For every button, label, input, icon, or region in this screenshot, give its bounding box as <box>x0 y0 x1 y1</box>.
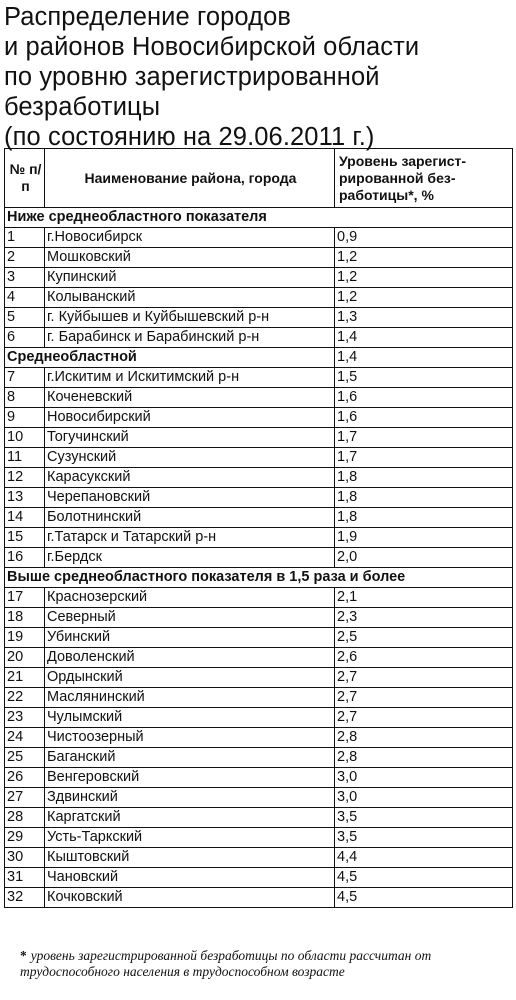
row-number: 18 <box>5 608 45 628</box>
district-name: Кочковский <box>45 888 335 908</box>
unemployment-level: 4,5 <box>335 868 513 888</box>
row-number: 14 <box>5 508 45 528</box>
unemployment-level: 2,7 <box>335 668 513 688</box>
row-number: 10 <box>5 428 45 448</box>
table-row <box>5 788 513 808</box>
row-number: 12 <box>5 468 45 488</box>
row-number: 22 <box>5 688 45 708</box>
table-row <box>5 428 513 448</box>
district-name: Кыштовский <box>45 848 335 868</box>
district-name: Ордынский <box>45 668 335 688</box>
unemployment-level: 1,6 <box>335 408 513 428</box>
page-title <box>4 2 514 152</box>
row-number: 21 <box>5 668 45 688</box>
district-name: Усть-Таркский <box>45 828 335 848</box>
district-name: г.Новосибирск <box>45 228 335 248</box>
district-name: Каргатский <box>45 808 335 828</box>
row-number: 16 <box>5 548 45 568</box>
district-name: г.Бердск <box>45 548 335 568</box>
district-name: г. Куйбышев и Куйбышевский р-н <box>45 308 335 328</box>
section-label: Среднеобластной <box>5 348 335 368</box>
unemployment-level: 2,0 <box>335 548 513 568</box>
district-name: Новосибирский <box>45 408 335 428</box>
row-number: 28 <box>5 808 45 828</box>
section-label: Выше среднеобластного показателя в 1,5 раза и более <box>5 568 513 588</box>
table-row <box>5 248 513 268</box>
row-number: 7 <box>5 368 45 388</box>
unemployment-table <box>4 148 513 908</box>
section-row <box>5 208 513 228</box>
title-line: Распределение городов <box>4 3 292 31</box>
table-row <box>5 888 513 908</box>
title-line: (по состоянию на 29.06.2011 г.) <box>4 123 375 151</box>
table-row <box>5 228 513 248</box>
district-name: г. Барабинск и Барабинский р-н <box>45 328 335 348</box>
table-row <box>5 868 513 888</box>
row-number: 13 <box>5 488 45 508</box>
footnote-text: уровень зарегистрированной безработицы по области рассчитан от трудоспособного населения в трудоспособном возрасте <box>20 948 432 979</box>
table-row <box>5 508 513 528</box>
section-value: 1,4 <box>335 348 513 368</box>
district-name: Болотнинский <box>45 508 335 528</box>
unemployment-level: 4,4 <box>335 848 513 868</box>
district-name: Доволенский <box>45 648 335 668</box>
row-number: 19 <box>5 628 45 648</box>
row-number: 31 <box>5 868 45 888</box>
unemployment-level: 2,8 <box>335 728 513 748</box>
unemployment-level: 1,2 <box>335 248 513 268</box>
row-number: 3 <box>5 268 45 288</box>
unemployment-level: 2,3 <box>335 608 513 628</box>
row-number: 2 <box>5 248 45 268</box>
unemployment-level: 3,5 <box>335 808 513 828</box>
footnote-marker: * <box>20 948 27 963</box>
table-header-row <box>5 149 513 208</box>
section-row <box>5 348 513 368</box>
district-name: Венгеровский <box>45 768 335 788</box>
row-number: 27 <box>5 788 45 808</box>
district-name: Коченевский <box>45 388 335 408</box>
district-name: Чановский <box>45 868 335 888</box>
table-row <box>5 268 513 288</box>
row-number: 23 <box>5 708 45 728</box>
unemployment-level: 3,0 <box>335 768 513 788</box>
title-line: и районов Новосибирской области <box>4 33 420 61</box>
district-name: Убинский <box>45 628 335 648</box>
table-row <box>5 808 513 828</box>
district-name: Купинский <box>45 268 335 288</box>
header-level: Уровень зарегист-рированной без-работицы*, % <box>335 149 513 208</box>
row-number: 5 <box>5 308 45 328</box>
unemployment-level: 1,2 <box>335 268 513 288</box>
unemployment-level: 2,5 <box>335 628 513 648</box>
title-line: безработицы <box>4 93 161 121</box>
table-row <box>5 328 513 348</box>
header-name: Наименование района, города <box>45 149 335 208</box>
table-row <box>5 668 513 688</box>
table-row <box>5 368 513 388</box>
row-number: 24 <box>5 728 45 748</box>
table-row <box>5 848 513 868</box>
unemployment-level: 1,4 <box>335 328 513 348</box>
table-row <box>5 288 513 308</box>
header-num: № п/п <box>5 149 45 208</box>
unemployment-level: 1,8 <box>335 488 513 508</box>
section-label: Ниже среднеобластного показателя <box>5 208 513 228</box>
unemployment-level: 2,7 <box>335 708 513 728</box>
unemployment-level: 1,5 <box>335 368 513 388</box>
table-row <box>5 408 513 428</box>
row-number: 1 <box>5 228 45 248</box>
district-name: Тогучинский <box>45 428 335 448</box>
table-row <box>5 688 513 708</box>
district-name: Северный <box>45 608 335 628</box>
unemployment-level: 1,2 <box>335 288 513 308</box>
district-name: г.Искитим и Искитимский р-н <box>45 368 335 388</box>
district-name: г.Татарск и Татарский р-н <box>45 528 335 548</box>
unemployment-level: 4,5 <box>335 888 513 908</box>
row-number: 8 <box>5 388 45 408</box>
table-row <box>5 588 513 608</box>
unemployment-level: 2,7 <box>335 688 513 708</box>
unemployment-level: 2,6 <box>335 648 513 668</box>
district-name: Маслянинский <box>45 688 335 708</box>
section-row <box>5 568 513 588</box>
district-name: Карасукский <box>45 468 335 488</box>
row-number: 11 <box>5 448 45 468</box>
unemployment-level: 1,7 <box>335 428 513 448</box>
unemployment-level: 3,5 <box>335 828 513 848</box>
unemployment-level: 2,8 <box>335 748 513 768</box>
row-number: 17 <box>5 588 45 608</box>
row-number: 26 <box>5 768 45 788</box>
table-row <box>5 548 513 568</box>
unemployment-level: 2,1 <box>335 588 513 608</box>
unemployment-level: 3,0 <box>335 788 513 808</box>
table-row <box>5 748 513 768</box>
row-number: 25 <box>5 748 45 768</box>
table-row <box>5 388 513 408</box>
table-body <box>5 208 513 908</box>
footnote <box>20 948 514 980</box>
table-row <box>5 628 513 648</box>
row-number: 32 <box>5 888 45 908</box>
row-number: 9 <box>5 408 45 428</box>
table-row <box>5 488 513 508</box>
row-number: 4 <box>5 288 45 308</box>
row-number: 29 <box>5 828 45 848</box>
table-row <box>5 468 513 488</box>
row-number: 15 <box>5 528 45 548</box>
unemployment-level: 1,8 <box>335 508 513 528</box>
table-row <box>5 768 513 788</box>
table-row <box>5 708 513 728</box>
row-number: 30 <box>5 848 45 868</box>
district-name: Баганский <box>45 748 335 768</box>
table-row <box>5 828 513 848</box>
district-name: Краснозерский <box>45 588 335 608</box>
unemployment-level: 1,8 <box>335 468 513 488</box>
unemployment-level: 1,9 <box>335 528 513 548</box>
table-row <box>5 448 513 468</box>
table-row <box>5 308 513 328</box>
unemployment-level: 0,9 <box>335 228 513 248</box>
district-name: Сузунский <box>45 448 335 468</box>
district-name: Черепановский <box>45 488 335 508</box>
district-name: Колыванский <box>45 288 335 308</box>
district-name: Чулымский <box>45 708 335 728</box>
title-line: по уровню зарегистрированной <box>4 63 380 91</box>
row-number: 20 <box>5 648 45 668</box>
district-name: Здвинский <box>45 788 335 808</box>
unemployment-level: 1,6 <box>335 388 513 408</box>
table-row <box>5 648 513 668</box>
district-name: Мошковский <box>45 248 335 268</box>
table-row <box>5 528 513 548</box>
table-row <box>5 608 513 628</box>
district-name: Чистоозерный <box>45 728 335 748</box>
unemployment-level: 1,3 <box>335 308 513 328</box>
unemployment-level: 1,7 <box>335 448 513 468</box>
table-row <box>5 728 513 748</box>
row-number: 6 <box>5 328 45 348</box>
